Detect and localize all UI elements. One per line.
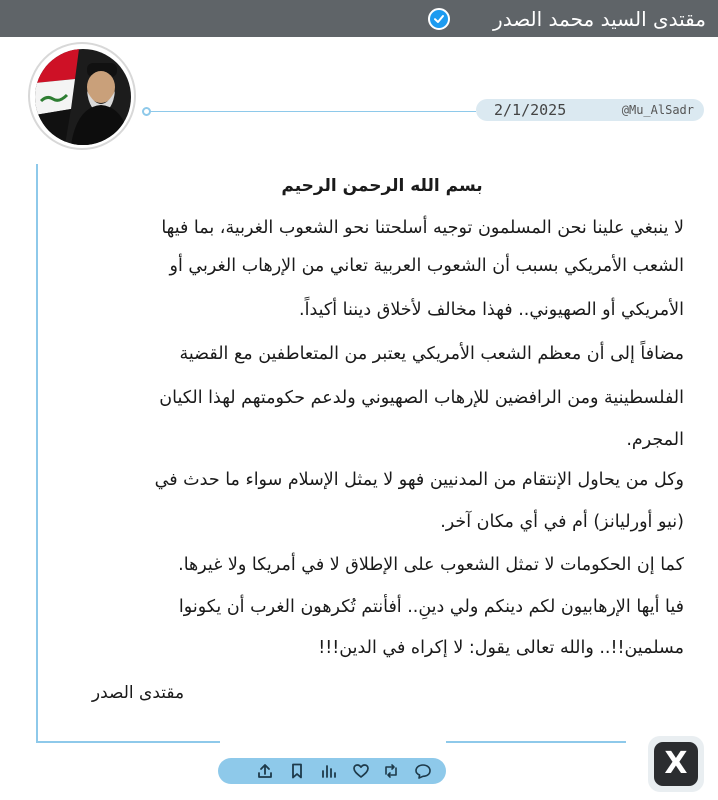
post-line: (نيو أورليانز) أم في أي مكان آخر. (440, 512, 684, 532)
like-icon[interactable] (352, 762, 370, 780)
account-name[interactable]: مقتدى السيد محمد الصدر (493, 7, 706, 31)
post-line: وكل من يحاول الإنتقام من المدنيين فهو لا يمثل الإسلام سواء ما حدث في (154, 470, 684, 490)
post-signature: مقتدى الصدر (91, 683, 185, 703)
post-line: المجرم. (626, 430, 684, 450)
header-bar (0, 0, 718, 37)
post-line: مضافاً إلى أن معظم الشعب الأمريكي يعتبر من المتعاطفين مع القضية (179, 344, 684, 364)
post-date: 2/1/2025 (494, 101, 567, 119)
x-logo-glyph: X (654, 742, 698, 786)
share-icon[interactable] (256, 762, 274, 780)
x-logo (648, 736, 704, 792)
post-line: الأمريكي أو الصهيوني.. فهذا مخالف لأخلاق ديننا أكيداً. (299, 300, 684, 320)
post-frame-bottom (36, 741, 220, 743)
post-line: لا ينبغي علينا نحن المسلمون توجيه أسلحتنا نحو الشعوب الغربية، بما فيها (161, 218, 684, 238)
post-meta (476, 99, 704, 121)
post-line: الشعب الأمريكي بسبب أن الشعوب العربية تعاني من الإرهاب الغربي أو (169, 256, 684, 276)
reply-icon[interactable] (414, 762, 432, 780)
repost-icon[interactable] (382, 762, 400, 780)
verified-badge-icon (428, 8, 450, 30)
divider (150, 111, 476, 112)
post-frame-bottom (446, 741, 626, 743)
post-basmala: بسم الله الرحمن الرحيم (281, 176, 483, 196)
avatar[interactable] (28, 42, 136, 150)
account-handle[interactable]: @Mu_AlSadr (621, 103, 694, 117)
action-bar (218, 758, 446, 784)
bookmark-icon[interactable] (288, 762, 306, 780)
post-line: فيا أيها الإرهابيون لكم دينكم ولي دينِ.. أفأنتم تُكرهون الغرب أن يكونوا (178, 597, 684, 617)
post-frame-left (36, 164, 38, 741)
post-line: كما إن الحكومات لا تمثل الشعوب على الإطلاق لا في أمريكا ولا غيرها. (178, 555, 684, 575)
post-line: مسلمين!!.. والله تعالى يقول: لا إكراه في الدين!!! (318, 638, 684, 658)
views-icon[interactable] (320, 762, 338, 780)
post-line: الفلسطينية ومن الرافضين للإرهاب الصهيوني ولدعم حكومتهم لهذا الكيان (159, 388, 684, 408)
